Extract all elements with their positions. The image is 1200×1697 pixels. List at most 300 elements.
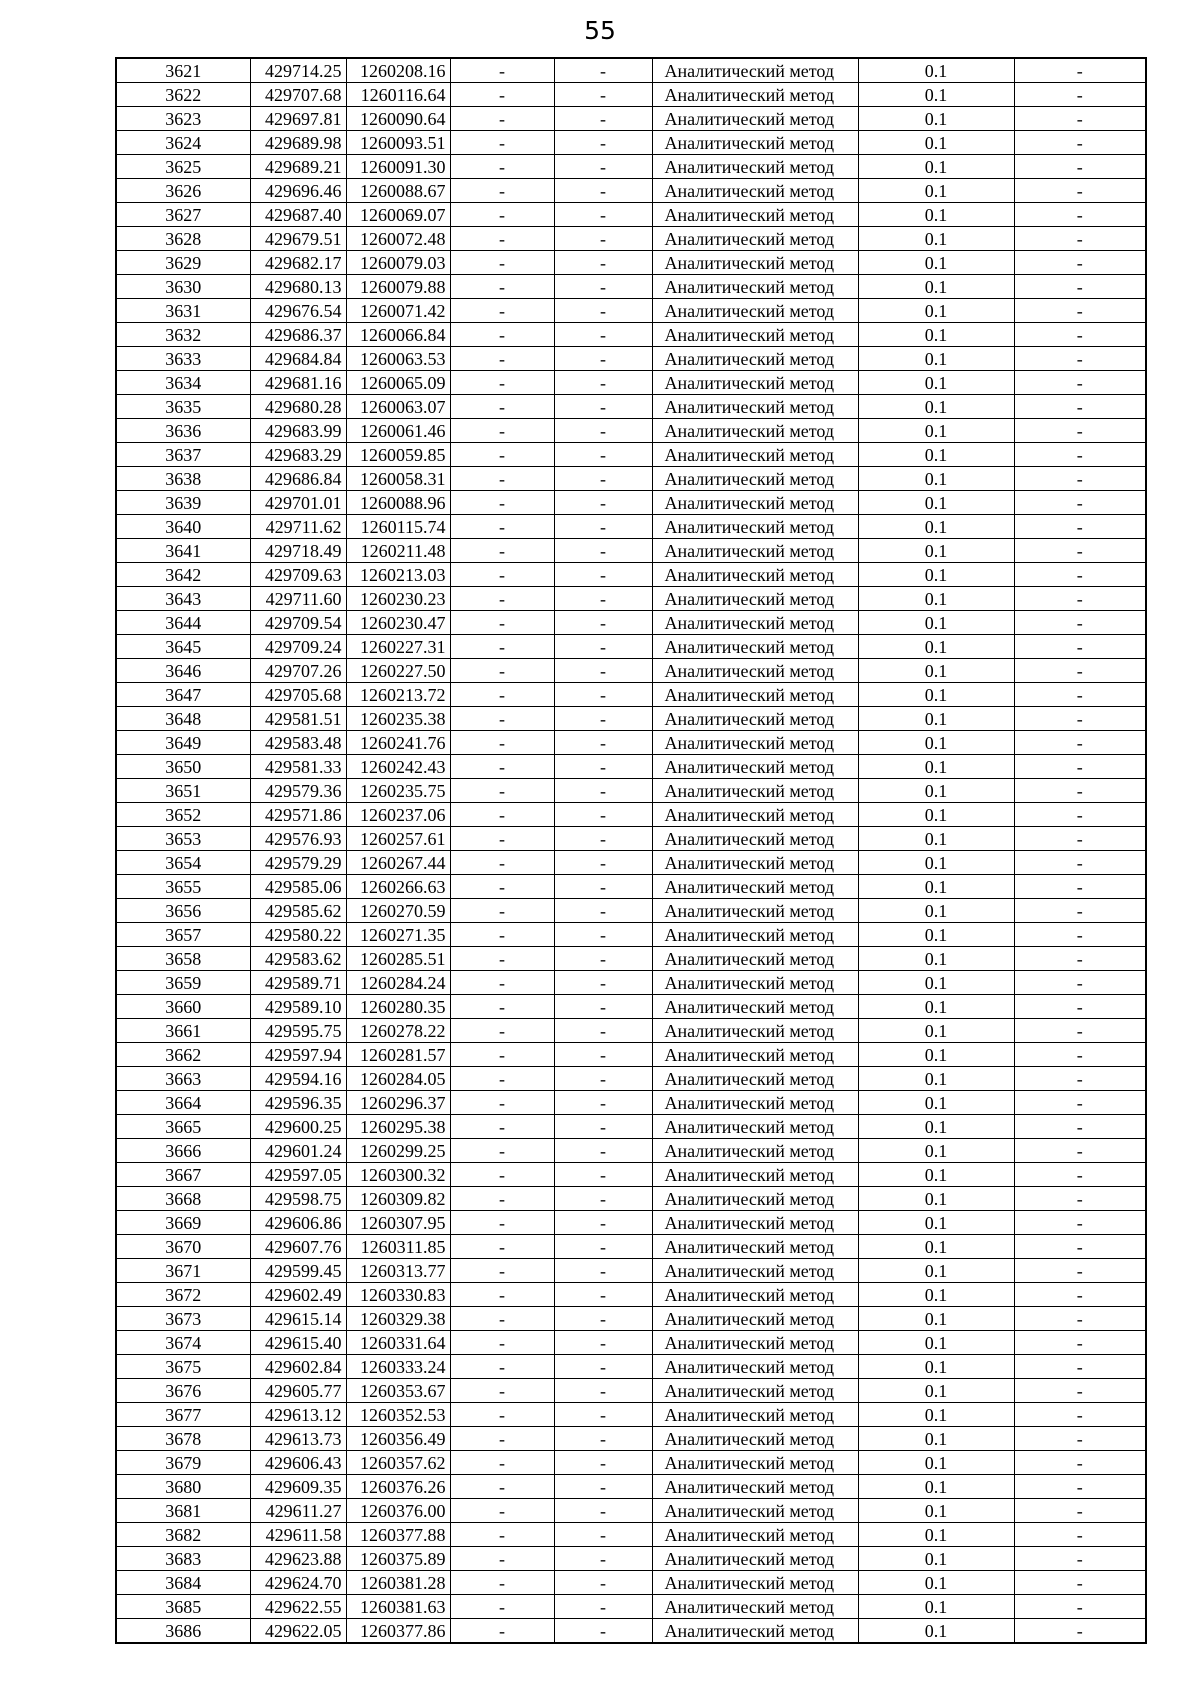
y-coordinate-cell: 1260235.38 — [346, 707, 450, 731]
dash-cell: - — [554, 371, 652, 395]
x-coordinate-cell: 429581.51 — [250, 707, 346, 731]
x-coordinate-cell: 429585.62 — [250, 899, 346, 923]
dash-cell: - — [554, 107, 652, 131]
dash-cell: - — [554, 395, 652, 419]
method-cell: Аналитический метод — [652, 779, 858, 803]
dash-cell: - — [450, 251, 554, 275]
accuracy-cell: 0.1 — [858, 395, 1014, 419]
dash-cell: - — [554, 347, 652, 371]
table-row — [116, 1187, 1146, 1211]
point-number-cell: 3664 — [116, 1091, 250, 1115]
method-cell: Аналитический метод — [652, 1307, 858, 1331]
accuracy-cell: 0.1 — [858, 803, 1014, 827]
dash-cell: - — [1014, 467, 1146, 491]
x-coordinate-cell: 429576.93 — [250, 827, 346, 851]
dash-cell: - — [450, 1547, 554, 1571]
table-row — [116, 491, 1146, 515]
point-number-cell: 3646 — [116, 659, 250, 683]
table-row — [116, 107, 1146, 131]
point-number-cell: 3670 — [116, 1235, 250, 1259]
y-coordinate-cell: 1260377.86 — [346, 1619, 450, 1644]
dash-cell: - — [1014, 1259, 1146, 1283]
accuracy-cell: 0.1 — [858, 851, 1014, 875]
y-coordinate-cell: 1260211.48 — [346, 539, 450, 563]
table-row — [116, 299, 1146, 323]
point-number-cell: 3659 — [116, 971, 250, 995]
x-coordinate-cell: 429579.29 — [250, 851, 346, 875]
dash-cell: - — [1014, 155, 1146, 179]
dash-cell: - — [1014, 563, 1146, 587]
y-coordinate-cell: 1260213.72 — [346, 683, 450, 707]
dash-cell: - — [554, 491, 652, 515]
table-row — [116, 875, 1146, 899]
method-cell: Аналитический метод — [652, 299, 858, 323]
dash-cell: - — [450, 1235, 554, 1259]
dash-cell: - — [1014, 419, 1146, 443]
y-coordinate-cell: 1260285.51 — [346, 947, 450, 971]
dash-cell: - — [1014, 1547, 1146, 1571]
accuracy-cell: 0.1 — [858, 827, 1014, 851]
dash-cell: - — [554, 995, 652, 1019]
dash-cell: - — [450, 443, 554, 467]
x-coordinate-cell: 429711.62 — [250, 515, 346, 539]
x-coordinate-cell: 429581.33 — [250, 755, 346, 779]
method-cell: Аналитический метод — [652, 395, 858, 419]
method-cell: Аналитический метод — [652, 539, 858, 563]
dash-cell: - — [1014, 1235, 1146, 1259]
dash-cell: - — [450, 347, 554, 371]
dash-cell: - — [1014, 1019, 1146, 1043]
table-row — [116, 1355, 1146, 1379]
y-coordinate-cell: 1260271.35 — [346, 923, 450, 947]
table-row — [116, 899, 1146, 923]
dash-cell: - — [1014, 611, 1146, 635]
accuracy-cell: 0.1 — [858, 179, 1014, 203]
dash-cell: - — [1014, 1403, 1146, 1427]
x-coordinate-cell: 429606.86 — [250, 1211, 346, 1235]
method-cell: Аналитический метод — [652, 947, 858, 971]
dash-cell: - — [450, 899, 554, 923]
dash-cell: - — [1014, 587, 1146, 611]
dash-cell: - — [450, 467, 554, 491]
dash-cell: - — [554, 1067, 652, 1091]
method-cell: Аналитический метод — [652, 251, 858, 275]
x-coordinate-cell: 429607.76 — [250, 1235, 346, 1259]
dash-cell: - — [554, 1043, 652, 1067]
dash-cell: - — [450, 587, 554, 611]
dash-cell: - — [554, 155, 652, 179]
y-coordinate-cell: 1260063.53 — [346, 347, 450, 371]
dash-cell: - — [554, 875, 652, 899]
table-row — [116, 707, 1146, 731]
dash-cell: - — [1014, 1595, 1146, 1619]
accuracy-cell: 0.1 — [858, 1211, 1014, 1235]
dash-cell: - — [1014, 1115, 1146, 1139]
dash-cell: - — [1014, 1163, 1146, 1187]
method-cell: Аналитический метод — [652, 563, 858, 587]
y-coordinate-cell: 1260091.30 — [346, 155, 450, 179]
dash-cell: - — [1014, 1355, 1146, 1379]
y-coordinate-cell: 1260333.24 — [346, 1355, 450, 1379]
dash-cell: - — [450, 1523, 554, 1547]
dash-cell: - — [554, 1619, 652, 1644]
dash-cell: - — [554, 1187, 652, 1211]
point-number-cell: 3663 — [116, 1067, 250, 1091]
dash-cell: - — [554, 1475, 652, 1499]
point-number-cell: 3645 — [116, 635, 250, 659]
dash-cell: - — [450, 1259, 554, 1283]
y-coordinate-cell: 1260300.32 — [346, 1163, 450, 1187]
point-number-cell: 3671 — [116, 1259, 250, 1283]
dash-cell: - — [1014, 1475, 1146, 1499]
table-row — [116, 467, 1146, 491]
dash-cell: - — [554, 803, 652, 827]
method-cell: Аналитический метод — [652, 875, 858, 899]
dash-cell: - — [554, 179, 652, 203]
dash-cell: - — [554, 1115, 652, 1139]
point-number-cell: 3641 — [116, 539, 250, 563]
x-coordinate-cell: 429596.35 — [250, 1091, 346, 1115]
dash-cell: - — [450, 1307, 554, 1331]
table-row — [116, 755, 1146, 779]
dash-cell: - — [450, 1163, 554, 1187]
method-cell: Аналитический метод — [652, 1235, 858, 1259]
method-cell: Аналитический метод — [652, 1355, 858, 1379]
accuracy-cell: 0.1 — [858, 131, 1014, 155]
dash-cell: - — [1014, 1091, 1146, 1115]
dash-cell: - — [1014, 971, 1146, 995]
x-coordinate-cell: 429684.84 — [250, 347, 346, 371]
accuracy-cell: 0.1 — [858, 1475, 1014, 1499]
table-row — [116, 443, 1146, 467]
point-number-cell: 3662 — [116, 1043, 250, 1067]
method-cell: Аналитический метод — [652, 155, 858, 179]
dash-cell: - — [1014, 275, 1146, 299]
dash-cell: - — [450, 203, 554, 227]
dash-cell: - — [1014, 1427, 1146, 1451]
x-coordinate-cell: 429680.28 — [250, 395, 346, 419]
dash-cell: - — [554, 827, 652, 851]
method-cell: Аналитический метод — [652, 1571, 858, 1595]
dash-cell: - — [450, 755, 554, 779]
accuracy-cell: 0.1 — [858, 275, 1014, 299]
table-row — [116, 1403, 1146, 1427]
method-cell: Аналитический метод — [652, 1211, 858, 1235]
accuracy-cell: 0.1 — [858, 58, 1014, 83]
dash-cell: - — [450, 635, 554, 659]
y-coordinate-cell: 1260330.83 — [346, 1283, 450, 1307]
table-row — [116, 347, 1146, 371]
table-row — [116, 1619, 1146, 1644]
point-number-cell: 3632 — [116, 323, 250, 347]
y-coordinate-cell: 1260071.42 — [346, 299, 450, 323]
x-coordinate-cell: 429711.60 — [250, 587, 346, 611]
table-row — [116, 1259, 1146, 1283]
dash-cell: - — [554, 203, 652, 227]
point-number-cell: 3679 — [116, 1451, 250, 1475]
dash-cell: - — [554, 443, 652, 467]
method-cell: Аналитический метод — [652, 683, 858, 707]
y-coordinate-cell: 1260079.03 — [346, 251, 450, 275]
point-number-cell: 3623 — [116, 107, 250, 131]
table-row — [116, 1547, 1146, 1571]
x-coordinate-cell: 429709.63 — [250, 563, 346, 587]
coordinates-table — [115, 57, 1147, 1644]
x-coordinate-cell: 429580.22 — [250, 923, 346, 947]
y-coordinate-cell: 1260331.64 — [346, 1331, 450, 1355]
point-number-cell: 3626 — [116, 179, 250, 203]
dash-cell: - — [554, 611, 652, 635]
y-coordinate-cell: 1260352.53 — [346, 1403, 450, 1427]
y-coordinate-cell: 1260230.47 — [346, 611, 450, 635]
dash-cell: - — [554, 131, 652, 155]
dash-cell: - — [1014, 1283, 1146, 1307]
dash-cell: - — [450, 1403, 554, 1427]
dash-cell: - — [554, 1403, 652, 1427]
dash-cell: - — [554, 563, 652, 587]
y-coordinate-cell: 1260208.16 — [346, 58, 450, 83]
point-number-cell: 3656 — [116, 899, 250, 923]
x-coordinate-cell: 429709.24 — [250, 635, 346, 659]
x-coordinate-cell: 429583.48 — [250, 731, 346, 755]
method-cell: Аналитический метод — [652, 635, 858, 659]
point-number-cell: 3640 — [116, 515, 250, 539]
table-row — [116, 227, 1146, 251]
y-coordinate-cell: 1260266.63 — [346, 875, 450, 899]
dash-cell: - — [1014, 731, 1146, 755]
table-row — [116, 1427, 1146, 1451]
table-row — [116, 395, 1146, 419]
point-number-cell: 3668 — [116, 1187, 250, 1211]
accuracy-cell: 0.1 — [858, 1595, 1014, 1619]
method-cell: Аналитический метод — [652, 611, 858, 635]
dash-cell: - — [1014, 58, 1146, 83]
method-cell: Аналитический метод — [652, 275, 858, 299]
y-coordinate-cell: 1260090.64 — [346, 107, 450, 131]
y-coordinate-cell: 1260227.50 — [346, 659, 450, 683]
point-number-cell: 3633 — [116, 347, 250, 371]
dash-cell: - — [1014, 491, 1146, 515]
dash-cell: - — [554, 947, 652, 971]
method-cell: Аналитический метод — [652, 419, 858, 443]
dash-cell: - — [450, 1379, 554, 1403]
table-row — [116, 83, 1146, 107]
dash-cell: - — [554, 683, 652, 707]
x-coordinate-cell: 429679.51 — [250, 227, 346, 251]
dash-cell: - — [450, 1427, 554, 1451]
dash-cell: - — [1014, 1499, 1146, 1523]
point-number-cell: 3621 — [116, 58, 250, 83]
method-cell: Аналитический метод — [652, 179, 858, 203]
y-coordinate-cell: 1260296.37 — [346, 1091, 450, 1115]
dash-cell: - — [1014, 1139, 1146, 1163]
point-number-cell: 3649 — [116, 731, 250, 755]
dash-cell: - — [554, 323, 652, 347]
y-coordinate-cell: 1260381.63 — [346, 1595, 450, 1619]
point-number-cell: 3651 — [116, 779, 250, 803]
method-cell: Аналитический метод — [652, 443, 858, 467]
dash-cell: - — [554, 251, 652, 275]
dash-cell: - — [1014, 83, 1146, 107]
accuracy-cell: 0.1 — [858, 347, 1014, 371]
point-number-cell: 3622 — [116, 83, 250, 107]
point-number-cell: 3630 — [116, 275, 250, 299]
table-row — [116, 275, 1146, 299]
accuracy-cell: 0.1 — [858, 659, 1014, 683]
dash-cell: - — [554, 1523, 652, 1547]
x-coordinate-cell: 429701.01 — [250, 491, 346, 515]
x-coordinate-cell: 429707.26 — [250, 659, 346, 683]
x-coordinate-cell: 429683.99 — [250, 419, 346, 443]
y-coordinate-cell: 1260278.22 — [346, 1019, 450, 1043]
dash-cell: - — [450, 731, 554, 755]
dash-cell: - — [554, 419, 652, 443]
accuracy-cell: 0.1 — [858, 419, 1014, 443]
x-coordinate-cell: 429686.84 — [250, 467, 346, 491]
x-coordinate-cell: 429602.49 — [250, 1283, 346, 1307]
x-coordinate-cell: 429714.25 — [250, 58, 346, 83]
x-coordinate-cell: 429682.17 — [250, 251, 346, 275]
accuracy-cell: 0.1 — [858, 875, 1014, 899]
table-row — [116, 779, 1146, 803]
dash-cell: - — [450, 1451, 554, 1475]
dash-cell: - — [450, 1283, 554, 1307]
point-number-cell: 3685 — [116, 1595, 250, 1619]
dash-cell: - — [1014, 707, 1146, 731]
y-coordinate-cell: 1260079.88 — [346, 275, 450, 299]
point-number-cell: 3627 — [116, 203, 250, 227]
dash-cell: - — [450, 1091, 554, 1115]
x-coordinate-cell: 429611.58 — [250, 1523, 346, 1547]
y-coordinate-cell: 1260088.67 — [346, 179, 450, 203]
table-row — [116, 1019, 1146, 1043]
dash-cell: - — [1014, 827, 1146, 851]
dash-cell: - — [1014, 443, 1146, 467]
x-coordinate-cell: 429689.21 — [250, 155, 346, 179]
table-row — [116, 515, 1146, 539]
dash-cell: - — [554, 1235, 652, 1259]
dash-cell: - — [554, 899, 652, 923]
dash-cell: - — [554, 58, 652, 83]
x-coordinate-cell: 429598.75 — [250, 1187, 346, 1211]
x-coordinate-cell: 429689.98 — [250, 131, 346, 155]
accuracy-cell: 0.1 — [858, 1619, 1014, 1644]
dash-cell: - — [1014, 851, 1146, 875]
table-row — [116, 1211, 1146, 1235]
y-coordinate-cell: 1260213.03 — [346, 563, 450, 587]
dash-cell: - — [1014, 1187, 1146, 1211]
table-row — [116, 1523, 1146, 1547]
accuracy-cell: 0.1 — [858, 1451, 1014, 1475]
y-coordinate-cell: 1260237.06 — [346, 803, 450, 827]
x-coordinate-cell: 429589.10 — [250, 995, 346, 1019]
x-coordinate-cell: 429718.49 — [250, 539, 346, 563]
table-row — [116, 203, 1146, 227]
dash-cell: - — [554, 1499, 652, 1523]
dash-cell: - — [1014, 1571, 1146, 1595]
y-coordinate-cell: 1260307.95 — [346, 1211, 450, 1235]
table-row — [116, 251, 1146, 275]
accuracy-cell: 0.1 — [858, 995, 1014, 1019]
dash-cell: - — [450, 83, 554, 107]
table-row — [116, 731, 1146, 755]
dash-cell: - — [450, 611, 554, 635]
y-coordinate-cell: 1260295.38 — [346, 1115, 450, 1139]
accuracy-cell: 0.1 — [858, 1523, 1014, 1547]
method-cell: Аналитический метод — [652, 1259, 858, 1283]
accuracy-cell: 0.1 — [858, 947, 1014, 971]
dash-cell: - — [1014, 1523, 1146, 1547]
x-coordinate-cell: 429615.40 — [250, 1331, 346, 1355]
dash-cell: - — [554, 1283, 652, 1307]
table-row — [116, 1475, 1146, 1499]
accuracy-cell: 0.1 — [858, 1571, 1014, 1595]
dash-cell: - — [450, 827, 554, 851]
table-row — [116, 683, 1146, 707]
table-row — [116, 1499, 1146, 1523]
accuracy-cell: 0.1 — [858, 371, 1014, 395]
table-row — [116, 971, 1146, 995]
x-coordinate-cell: 429571.86 — [250, 803, 346, 827]
dash-cell: - — [450, 851, 554, 875]
x-coordinate-cell: 429624.70 — [250, 1571, 346, 1595]
x-coordinate-cell: 429709.54 — [250, 611, 346, 635]
point-number-cell: 3639 — [116, 491, 250, 515]
table-row — [116, 635, 1146, 659]
x-coordinate-cell: 429594.16 — [250, 1067, 346, 1091]
x-coordinate-cell: 429623.88 — [250, 1547, 346, 1571]
dash-cell: - — [554, 1211, 652, 1235]
method-cell: Аналитический метод — [652, 323, 858, 347]
point-number-cell: 3629 — [116, 251, 250, 275]
dash-cell: - — [450, 131, 554, 155]
dash-cell: - — [450, 1571, 554, 1595]
x-coordinate-cell: 429579.36 — [250, 779, 346, 803]
y-coordinate-cell: 1260058.31 — [346, 467, 450, 491]
dash-cell: - — [554, 467, 652, 491]
y-coordinate-cell: 1260066.84 — [346, 323, 450, 347]
y-coordinate-cell: 1260059.85 — [346, 443, 450, 467]
method-cell: Аналитический метод — [652, 659, 858, 683]
dash-cell: - — [450, 803, 554, 827]
x-coordinate-cell: 429597.94 — [250, 1043, 346, 1067]
method-cell: Аналитический метод — [652, 1091, 858, 1115]
y-coordinate-cell: 1260241.76 — [346, 731, 450, 755]
table-row — [116, 587, 1146, 611]
point-number-cell: 3681 — [116, 1499, 250, 1523]
x-coordinate-cell: 429599.45 — [250, 1259, 346, 1283]
y-coordinate-cell: 1260311.85 — [346, 1235, 450, 1259]
x-coordinate-cell: 429585.06 — [250, 875, 346, 899]
point-number-cell: 3675 — [116, 1355, 250, 1379]
dash-cell: - — [450, 515, 554, 539]
x-coordinate-cell: 429680.13 — [250, 275, 346, 299]
dash-cell: - — [1014, 251, 1146, 275]
dash-cell: - — [1014, 1307, 1146, 1331]
table-row — [116, 803, 1146, 827]
dash-cell: - — [450, 1115, 554, 1139]
point-number-cell: 3636 — [116, 419, 250, 443]
accuracy-cell: 0.1 — [858, 1187, 1014, 1211]
point-number-cell: 3644 — [116, 611, 250, 635]
dash-cell: - — [1014, 803, 1146, 827]
point-number-cell: 3653 — [116, 827, 250, 851]
x-coordinate-cell: 429687.40 — [250, 203, 346, 227]
dash-cell: - — [450, 539, 554, 563]
y-coordinate-cell: 1260281.57 — [346, 1043, 450, 1067]
dash-cell: - — [450, 155, 554, 179]
accuracy-cell: 0.1 — [858, 755, 1014, 779]
